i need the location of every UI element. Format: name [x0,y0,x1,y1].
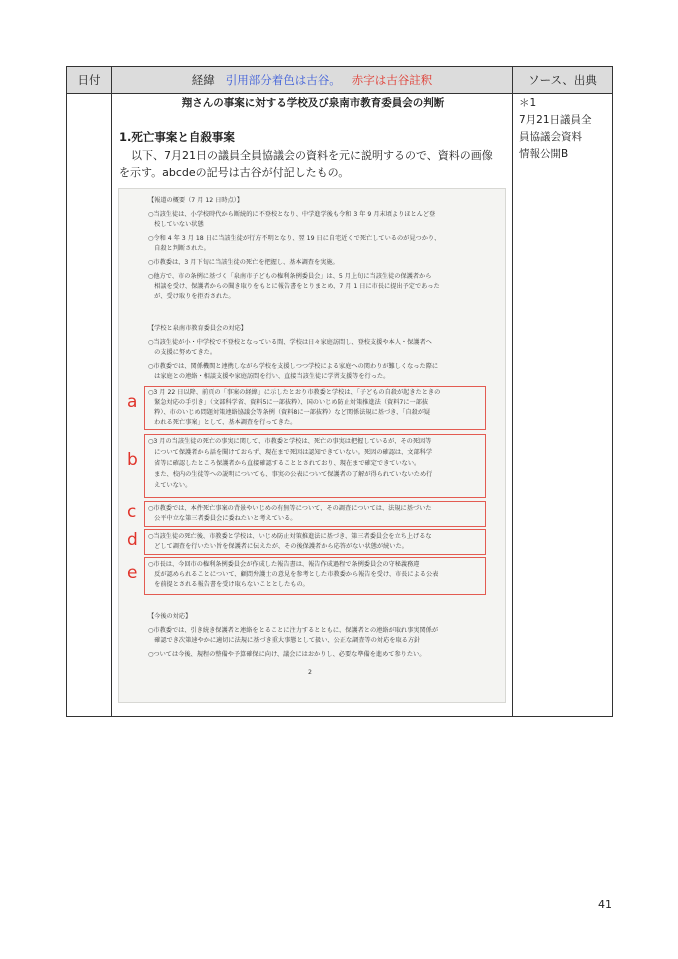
scan-line: ○市教委では、関係機関と連携しながら学校を支援しつつ学校による家庭への関わりが難しくなった際に [148,363,439,370]
scan-line: ○当該生徒の死亡後、市教委と学校は、いじめ防止対策推進法に基づき、第三者委員会を立ち上げるな [148,533,432,540]
header-main-blue: 引用部分着色は古谷。 [225,73,341,87]
page-number: 41 [598,898,612,911]
label-c: c [127,502,137,522]
scan-line: について保護者から話を聞けておらず、現在まで死因は認知できていない。死因の確認は、文部科学 [148,449,433,456]
intro-paragraph [119,147,507,181]
source-line: 7月21日議員全 [519,114,592,126]
scan-line: どして調査を行いたい旨を保護者に伝えたが、その後保護者から応答がない状態が続いた。 [148,543,408,550]
scanned-document-image [118,188,506,703]
scan-line: 粋）、市のいじめ問題対策連絡協議会等条例（資料8に一部抜粋）など関係法規に基づき、「自殺が疑 [148,409,431,416]
scan-line: ○市長は、今回市の権利条例委員会が作成した報告書は、報告作成過程で条例委員会の守秘義務違 [148,561,420,568]
content-title: 翔さんの事案に対する学校及び泉南市教育委員会の判断 [181,97,445,109]
scan-page-number: 2 [308,669,312,676]
scan-line: また、校内の生徒等への説明についても、事実の公表について保護者の了解が得られていないため行 [148,471,433,478]
source-cell [519,95,609,163]
scan-line: 省等に確認したところ保護者から直接確認することとされており、現在まで確定できていない。 [148,460,421,467]
scan-line: ○当該生徒は、小学校時代から断続的に不登校となり、中学進学後も令和 3 年 9 月末頃よりほとんど登 [148,211,436,218]
scan-heading-overview: 【報道の概要（7 月 12 日時点）】 [148,197,244,204]
scan-line: 校していない状態 [148,221,204,228]
scan-line: ○ついては今後、規程の整備や予算確保に向け、議会にはおかりし、必要な準備を進めて参りたい。 [148,651,426,658]
history-table [66,66,613,717]
scan-line: ○3 月の当該生徒の死亡の事実に関して、市教委と学校は、死亡の事実は把握しているが、その死因等 [148,438,432,445]
scan-line: 確認でき次第速やかに適切に法規に基づき重大事態として扱い、公正な調査等の対応を取る方針 [148,637,421,644]
scan-heading-future: 【今後の対応】 [148,613,192,620]
scan-line: われる死亡事案」として、基本調査を行ってきた。 [148,419,297,426]
column-divider [512,67,513,716]
scan-line: が、受け取りを拒否された。 [148,293,235,300]
scan-line: 公平中立な第三者委員会に委ねたいと考えている。 [148,515,297,522]
label-a: a [127,392,138,412]
intro-line-2: を示す。abcdeの記号は古谷が付記したもの。 [119,166,350,179]
scan-line: ○市教委では、本件死亡事案の背景やいじめの有無等について、その調査については、法規に基づいた [148,505,432,512]
scan-line: ○令和 4 年 3 月 18 日に当該生徒が行方不明となり、翌 19 日に自宅近くで死亡しているのが見つかり、 [148,235,441,242]
column-divider [111,67,112,716]
scan-line: ○市教委は、3 月下旬に当該生徒の死亡を把握し、基本調査を実施。 [148,259,339,266]
scan-line: 自殺と判断された。 [148,245,210,252]
label-e: e [127,563,138,583]
source-line: 情報公開B [519,148,569,160]
header-main-prefix: 経緯 [191,73,215,87]
scan-line: の支援に努めてきた。 [148,349,217,356]
intro-line-1: 以下、7月21日の議員全員協議会の資料を元に説明するので、資料の画像 [131,149,493,162]
header-date: 日付 [77,73,101,87]
section-heading: 1.死亡事案と自殺事案 [119,130,235,144]
scan-line: ○他方で、市の条例に基づく「泉南市子どもの権利条例委員会」は、5 月上旬に当該生徒の保護者から [148,273,432,280]
source-line: ＊1 [519,97,537,109]
source-line: 員協議会資料 [519,131,582,143]
label-b: b [127,450,138,470]
scan-line: ○当該生徒が小・中学校で不登校となっている間、学校は日々家庭訪問し、登校支援や本人・保護者へ [148,339,432,346]
scan-heading-response: 【学校と泉南市教育委員会の対応】 [148,325,247,332]
header-main-red: 赤字は古谷註釈 [351,73,433,87]
scan-line: えていない。 [148,482,192,489]
scan-line: は家庭との連絡・相談支援や家庭訪問を行い、直接当該生徒に学習支援等を行った。 [148,373,390,380]
scan-line: ○3 月 22 日以降、前頁の「事案の経緯」に示したとおり市教委と学校は、「子どもの自殺が起きたときの [148,389,441,396]
scan-line: を前提とされる報告書を受け取らないこととしたもの。 [148,581,309,588]
scan-line: 反が認められることについて、顧問弁護士の意見を参考とした市教委から報告を受け、市長による公表 [148,571,439,578]
scan-line: ○市教委では、引き続き保護者と連絡をとることに注力するとともに、保護者との連絡が取れ事実関係が [148,627,439,634]
label-d: d [127,530,138,550]
header-main [112,67,512,93]
scan-line: 緊急対応の手引き」（文部科学省、資料5に一部抜粋）、国のいじめ防止対策推進法（資料7に一部抜 [148,399,429,406]
header-source: ソース、出典 [528,73,597,87]
scan-line: 相談を受け、保護者からの聞き取りをもとに報告書をとりまとめ、7 月 1 日に市長に提出予定であった [148,283,440,290]
table-header [67,67,612,94]
